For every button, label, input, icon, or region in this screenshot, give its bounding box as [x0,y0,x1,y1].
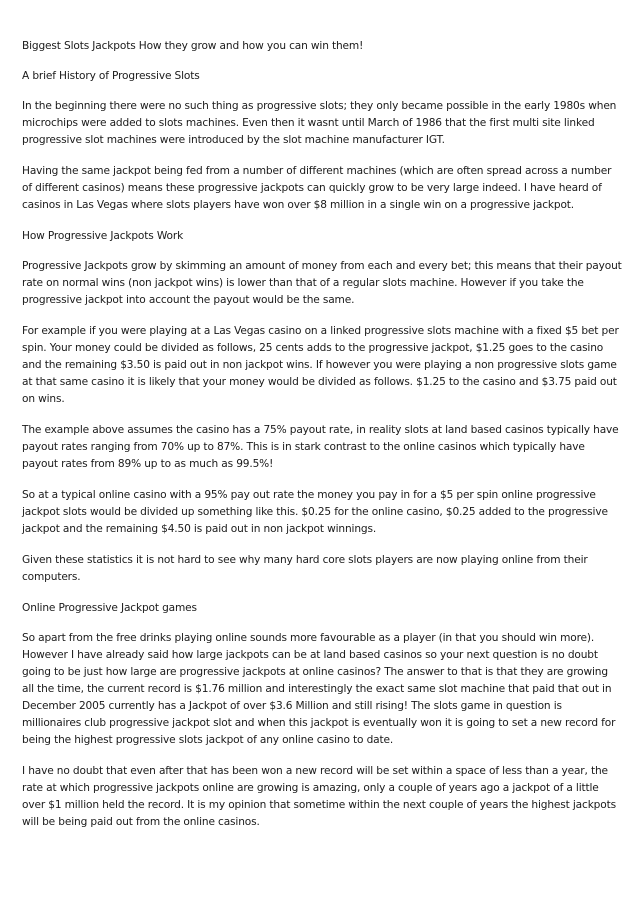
paragraph-how-4: So at a typical online casino with a 95% pay out rate the money you pay in for a $5 per spin online progressive jackpot slots would be divided up something like this. $0.25 for the online casino, $0.25 added to the progressive jackpot and the remaining $4.50 is paid out in non jackpot winnings. [22,489,608,535]
paragraph-how-2: For example if you were playing at a Las Vegas casino on a linked progressive slots machine with a fixed $5 bet per spin. Your money could be divided as follows, 25 cents adds to the progressive jackpot, $1.25 goes to the casino and the remaining $3.50 is paid out in non jackpot wins. If however you were playing a non progressive slots game at that same casino it is likely that your money would be divided as follows. $1.25 to the casino and $3.75 paid out on wins. [22,325,619,405]
paragraph-online-1: So apart from the free drinks playing online sounds more favourable as a player (in that you should win more). However I have already said how large jackpots can be at land based casinos so your next question is no doubt going to be just how large are progressive jackpots at online casinos? The answer to that is that they are growing all the time, the current record is $1.76 million and interestingly the exact same slot machine that paid that out in December 2005 currently has a Jackpot of over $3.6 Million and still rising! The slots game in question is millionaires club progressive jackpot slot and when this jackpot is eventually won it is going to set a new record for being the highest progressive slots jackpot of any online casino to date. [22,632,616,746]
section-heading-how-it-works: How Progressive Jackpots Work [22,230,184,242]
section-heading-online-games: Online Progressive Jackpot games [22,602,197,614]
document-title: Biggest Slots Jackpots How they grow and how you can win them! [22,40,364,52]
paragraph-history-2: Having the same jackpot being fed from a number of different machines (which are often spread across a number of different casinos) means these progressive jackpots can quickly grow to be very large indeed. I have heard of casinos in Las Vegas where slots players have won over $8 million in a single win on a progressive jackpot. [22,165,612,211]
paragraph-how-1: Progressive Jackpots grow by skimming an amount of money from each and every bet; this means that their payout rate on normal wins (non jackpot wins) is lower than that of a regular slots machine. However if you take the progressive jackpot into account the payout would be the same. [22,260,622,306]
paragraph-online-2: I have no doubt that even after that has been won a new record will be set within a space of less than a year, the rate at which progressive jackpots online are growing is amazing, only a couple of years ago a jackpot of a little over $1 million held the record. It is my opinion that sometime within the next couple of years the highest jackpots will be being paid out from the online casinos. [22,765,616,828]
document-page [22,38,622,845]
paragraph-how-3: The example above assumes the casino has a 75% payout rate, in reality slots at land based casinos typically have payout rates ranging from 70% up to 87%. This is in stark contrast to the online casinos which typically have payout rates from 89% up to as much as 99.5%! [22,424,619,470]
paragraph-how-5: Given these statistics it is not hard to see why many hard core slots players are now playing online from their computers. [22,554,588,583]
section-heading-history: A brief History of Progressive Slots [22,70,200,82]
paragraph-history-1: In the beginning there were no such thing as progressive slots; they only became possible in the early 1980s when microchips were added to slots machines. Even then it wasnt until March of 1986 that the first multi site linked progressive slot machines were introduced by the slot machine manufacturer IGT. [22,100,617,146]
